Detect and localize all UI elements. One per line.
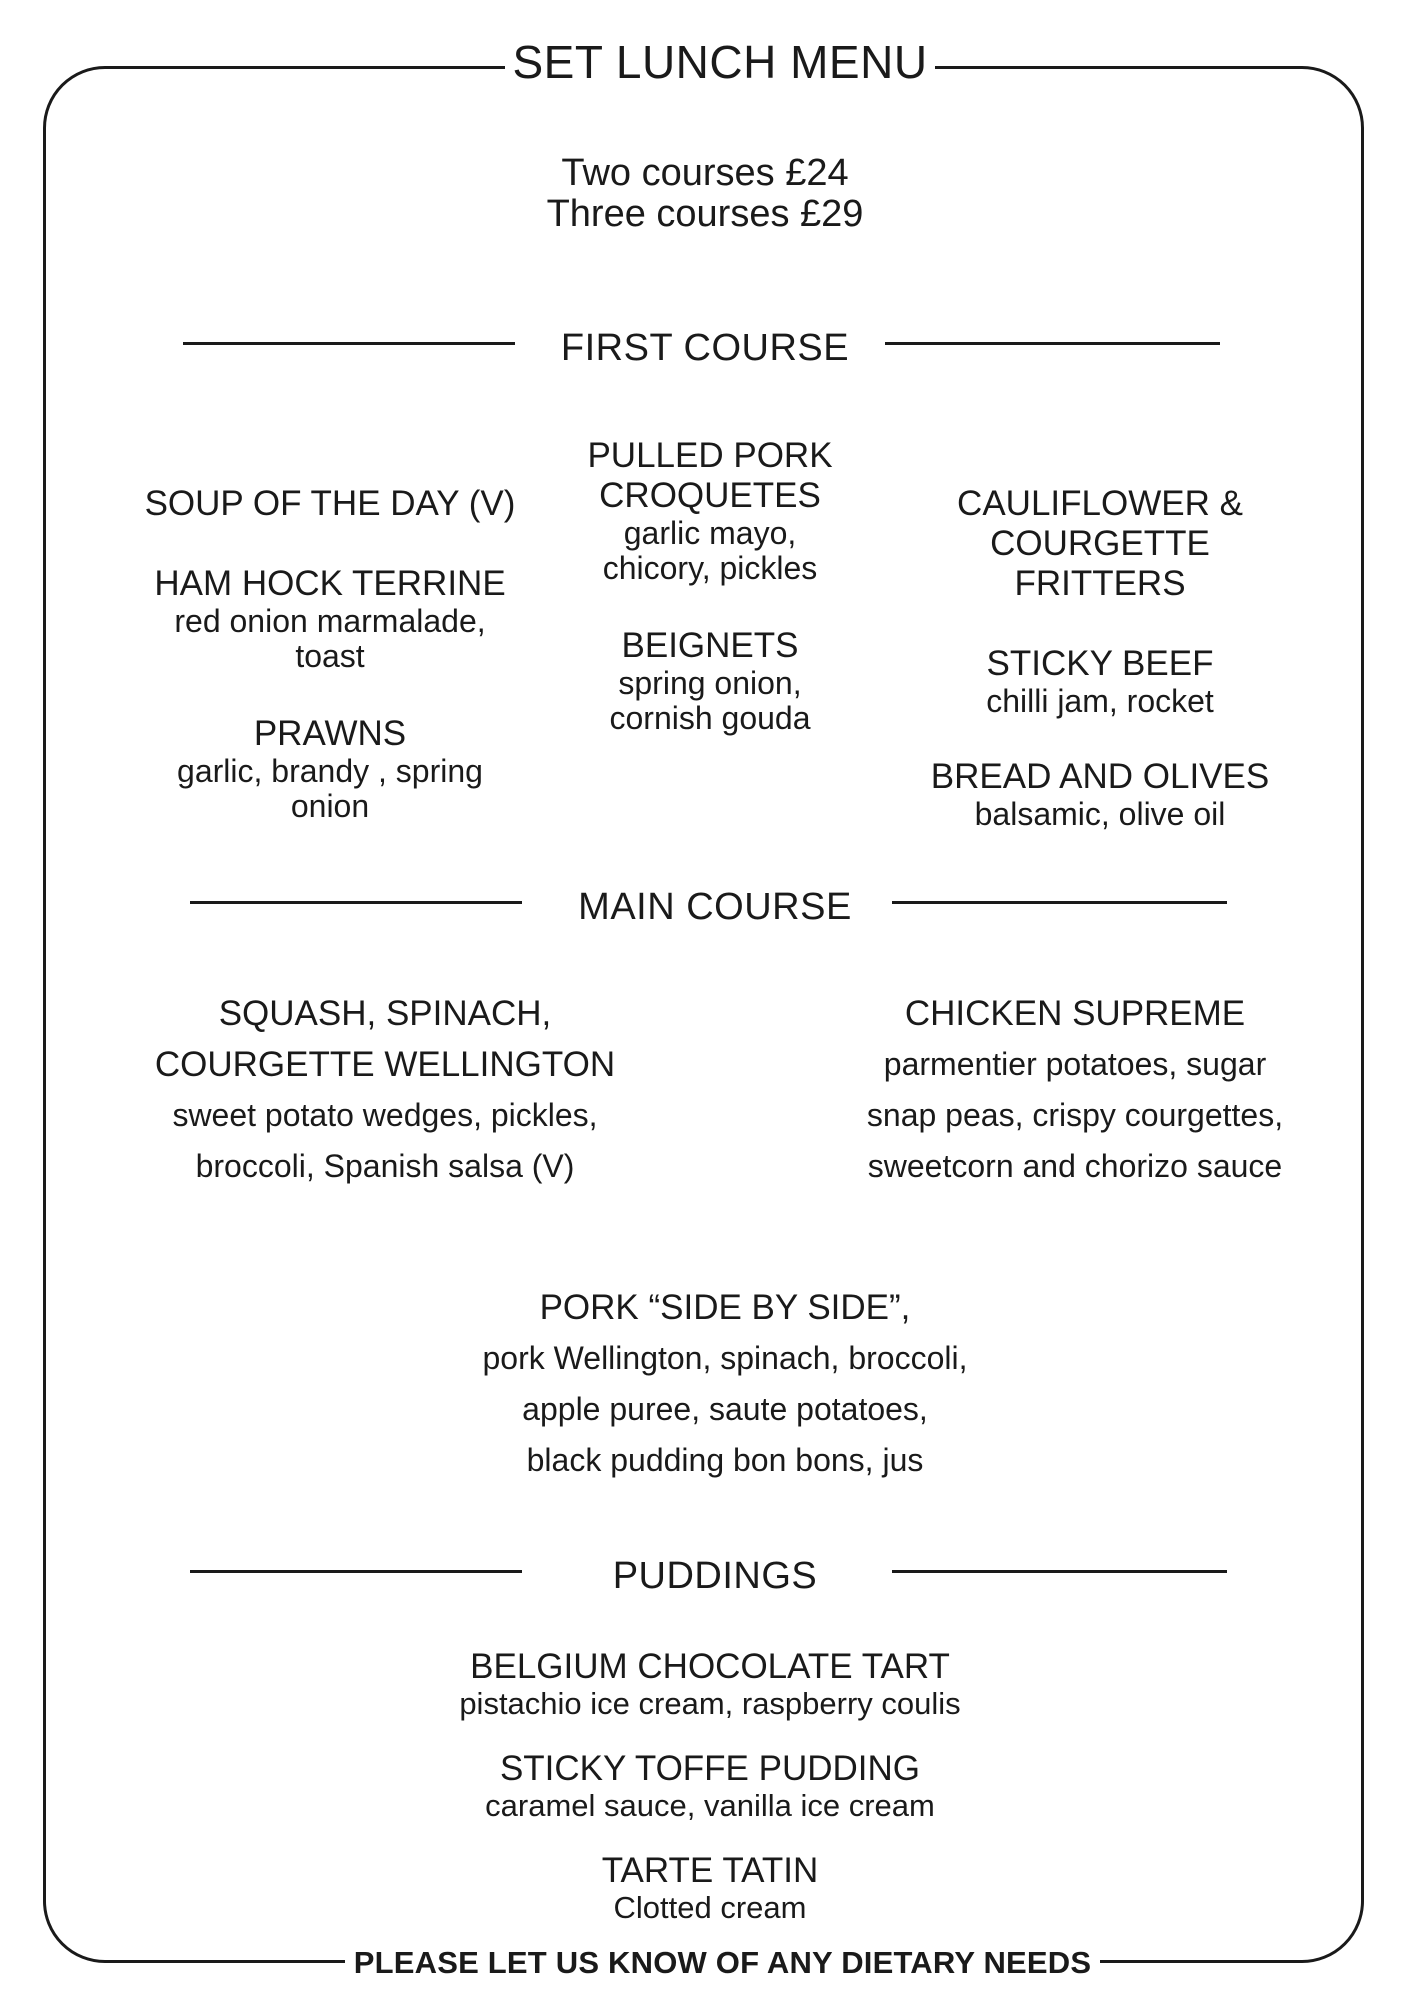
dish-pulled-pork-croquetes: CROQUETES xyxy=(599,476,821,515)
main-course-rule-right xyxy=(892,901,1227,904)
dish-description: sweetcorn and chorizo sauce xyxy=(867,1148,1283,1184)
dish-description: chicory, pickles xyxy=(602,550,818,586)
main-course-right-dish xyxy=(820,988,1330,1192)
main-course-heading: MAIN COURSE xyxy=(578,886,852,928)
main-course-center-dish xyxy=(420,1282,1030,1486)
dish-ham-hock-terrine: HAM HOCK TERRINE xyxy=(154,564,506,603)
first-course-middle-column xyxy=(500,436,920,736)
dish-cauliflower-courgette-fritters: FRITTERS xyxy=(1014,564,1186,603)
dish-description: sweet potato wedges, pickles, xyxy=(172,1097,598,1133)
dish-description: garlic, brandy , spring xyxy=(177,753,483,789)
dish-description: black pudding bon bons, jus xyxy=(526,1442,924,1478)
dish-cauliflower-courgette-fritters: COURGETTE xyxy=(990,524,1210,563)
dish-squash-spinach-courgette-wellington: SQUASH, SPINACH, xyxy=(218,994,552,1033)
first-course-right-column xyxy=(880,484,1320,832)
dish-tarte-tatin: TARTE TATIN xyxy=(601,1851,819,1890)
dish-pulled-pork-croquetes: PULLED PORK xyxy=(587,436,833,475)
dish-cauliflower-courgette-fritters: CAULIFLOWER & xyxy=(957,484,1243,523)
dish-description: toast xyxy=(295,638,365,674)
first-course-rule-left xyxy=(183,342,515,345)
dish-soup-of-the-day: SOUP OF THE DAY (V) xyxy=(144,484,516,523)
menu-title: SET LUNCH MENU xyxy=(512,36,928,88)
dish-description: apple puree, saute potatoes, xyxy=(522,1391,928,1427)
dish-description: broccoli, Spanish salsa (V) xyxy=(195,1148,575,1184)
puddings-rule-right xyxy=(892,1570,1227,1573)
first-course-rule-right xyxy=(885,342,1220,345)
dish-description: pork Wellington, spinach, broccoli, xyxy=(482,1340,968,1376)
first-course-left-column xyxy=(110,484,550,824)
puddings-rule-left xyxy=(190,1570,522,1573)
dish-description: red onion marmalade, xyxy=(174,603,486,639)
dish-description: snap peas, crispy courgettes, xyxy=(866,1097,1284,1133)
dish-description: caramel sauce, vanilla ice cream xyxy=(485,1788,935,1823)
dish-description: cornish gouda xyxy=(609,700,811,736)
dish-belgium-chocolate-tart: BELGIUM CHOCOLATE TART xyxy=(470,1647,950,1686)
dish-chicken-supreme: CHICKEN SUPREME xyxy=(904,994,1246,1033)
dietary-needs-notice: PLEASE LET US KNOW OF ANY DIETARY NEEDS xyxy=(353,1945,1092,1980)
dish-description: Clotted cream xyxy=(613,1890,807,1925)
puddings-list xyxy=(400,1648,1020,1926)
dish-sticky-toffe-pudding: STICKY TOFFE PUDDING xyxy=(499,1749,921,1788)
dish-description: spring onion, xyxy=(618,665,802,701)
dish-prawns: PRAWNS xyxy=(253,714,407,753)
price-list xyxy=(450,153,960,235)
dish-sticky-beef: STICKY BEEF xyxy=(986,644,1214,683)
first-course-heading: FIRST COURSE xyxy=(560,327,850,369)
puddings-heading: PUDDINGS xyxy=(612,1555,818,1597)
dish-bread-and-olives: BREAD AND OLIVES xyxy=(930,757,1270,796)
dish-description: pistachio ice cream, raspberry coulis xyxy=(459,1686,961,1721)
dish-description: parmentier potatoes, sugar xyxy=(883,1046,1267,1082)
dish-squash-spinach-courgette-wellington: COURGETTE WELLINGTON xyxy=(154,1045,616,1084)
dish-beignets: BEIGNETS xyxy=(621,626,799,665)
dish-description: garlic mayo, xyxy=(623,515,797,551)
dish-description: balsamic, olive oil xyxy=(974,796,1226,832)
dish-description: chilli jam, rocket xyxy=(986,683,1214,719)
main-course-left-dish xyxy=(130,988,640,1192)
price-two-courses: Two courses £24 xyxy=(561,152,849,194)
price-three-courses: Three courses £29 xyxy=(546,193,864,235)
dish-pork-side-by-side: PORK “SIDE BY SIDE”, xyxy=(539,1288,911,1327)
dish-description: onion xyxy=(290,788,370,824)
main-course-rule-left xyxy=(190,901,522,904)
